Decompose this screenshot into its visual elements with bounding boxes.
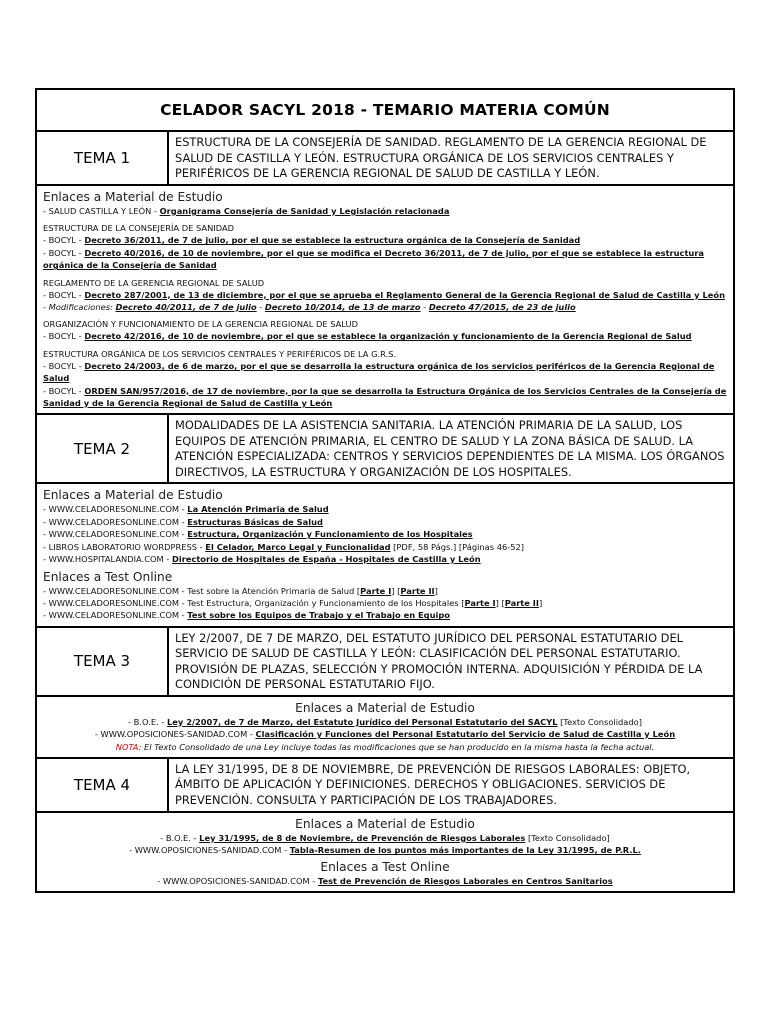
- tema-2-label: TEMA 2: [37, 415, 169, 482]
- temario-document: [35, 88, 735, 893]
- source-label: - WWW.OPOSICIONES-SANIDAD.COM -: [94, 729, 256, 740]
- list-item: - WWW.CELADORESONLINE.COM - Test sobre la Atención Primaria de Salud [Parte I] [Parte II]: [43, 585, 438, 596]
- tema-4-links: [37, 813, 733, 891]
- tema-1-description: ESTRUCTURA DE LA CONSEJERÍA DE SANIDAD. REGLAMENTO DE LA GERENCIA REGIONAL DE SALUD DE CASTILLA Y LEÓN. ESTRUCTURA ORGÁNICA DE LOS SERVICIOS CENTRALES Y PERIFÉRICOS DE LA GERENCIA REGIONAL DE SALUD DE CASTILLA Y LEÓN.: [175, 135, 707, 180]
- list-item: [43, 541, 727, 553]
- tema-1-row: [37, 132, 733, 186]
- list-item: [43, 844, 727, 856]
- link[interactable]: Decreto 10/2014, de 13 de marzo: [264, 302, 421, 313]
- pdf-note: [PDF, 58 Págs.] [Páginas 46-52]: [390, 541, 525, 552]
- list-item: [43, 875, 727, 887]
- source-label: - BOCYL -: [43, 247, 85, 258]
- link[interactable]: Ley 2/2007, de 7 de Marzo, del Estatuto Jurídico del Personal Estatutario del SACYL: [166, 716, 558, 727]
- link[interactable]: Parte II: [504, 597, 539, 608]
- test-heading: Enlaces a Test Online: [43, 569, 173, 584]
- link[interactable]: Directorio de Hospitales de España - Hospitales de Castilla y León: [171, 554, 481, 565]
- link[interactable]: Decreto 47/2015, de 23 de julio: [428, 302, 576, 313]
- material-heading: Enlaces a Material de Estudio: [295, 816, 475, 831]
- note-label: NOTA:: [115, 741, 142, 752]
- material-heading: Enlaces a Material de Estudio: [43, 190, 223, 204]
- category-heading: ESTRUCTURA DE LA CONSEJERÍA DE SANIDAD: [43, 223, 235, 234]
- list-item: [43, 247, 727, 272]
- source-label: - WWW.HOSPITALANDIA.COM -: [43, 554, 172, 565]
- source-label: - WWW.CELADORESONLINE.COM -: [43, 504, 188, 515]
- link[interactable]: Tabla-Resumen de los puntos más importantes de la Ley 31/1995, de P.R.L.: [289, 845, 641, 856]
- document-title: CELADOR SACYL 2018 - TEMARIO MATERIA COMÚN: [37, 90, 733, 132]
- consolidated-note: [Texto Consolidado]: [557, 716, 642, 727]
- link[interactable]: La Atención Primaria de Salud: [187, 504, 329, 515]
- separator: -: [256, 302, 265, 313]
- tema-1-label: TEMA 1: [37, 132, 169, 184]
- tema-3-description: LEY 2/2007, DE 7 DE MARZO, DEL ESTATUTO JURÍDICO DEL PERSONAL ESTATUTARIO DEL SERVICIO DE SALUD DE CASTILLA Y LEÓN: CLASIFICACIÓN DEL PERSONAL ESTATUTARIO. PROVISIÓN DE PLAZAS, SELECCIÓN Y PROMOCIÓN INTERNA. ADQUISICIÓN Y PÉRDIDA DE LA CONDICIÓN DE PERSONAL ESTATUTARIO FIJO.: [175, 630, 703, 692]
- link[interactable]: Decreto 42/2016, de 10 de noviembre, por el que se establece la organización y funcionamiento de la Gerencia Regional de Salud: [84, 331, 692, 342]
- test-heading: Enlaces a Test Online: [320, 859, 450, 874]
- source-label: - WWW.CELADORESONLINE.COM -: [43, 529, 188, 540]
- link[interactable]: Organigrama Consejería de Sanidad y Legislación relacionada: [159, 206, 450, 216]
- link[interactable]: El Celador, Marco Legal y Funcionalidad: [205, 541, 391, 552]
- list-item: [43, 716, 727, 728]
- source-label: - SALUD CASTILLA Y LEÓN -: [43, 206, 160, 216]
- link[interactable]: Test de Prevención de Riesgos Laborales en Centros Sanitarios: [317, 875, 613, 886]
- source-label: - BOCYL -: [43, 331, 85, 342]
- source-label: - B.O.E. -: [128, 716, 167, 727]
- material-heading: Enlaces a Material de Estudio: [295, 700, 475, 715]
- source-label: - BOCYL -: [43, 385, 85, 396]
- source-label: - BOCYL -: [43, 360, 85, 371]
- list-item: [43, 385, 727, 410]
- list-item: [43, 728, 727, 740]
- source-label: - BOCYL -: [43, 235, 85, 246]
- tema-4-row: [37, 759, 733, 813]
- tema-2-links: [37, 484, 733, 627]
- link[interactable]: ORDEN SAN/957/2016, de 17 de noviembre, por la que se desarrolla la Estructura Orgánica de los Servicios Centrales de la Consejería de Sanidad y de la Gerencia Regional de Salud de Castilla y León: [43, 385, 727, 409]
- link[interactable]: Parte I: [464, 597, 496, 608]
- source-label: - BOCYL -: [43, 289, 85, 300]
- list-item: [43, 528, 727, 540]
- link[interactable]: Clasificación y Funciones del Personal Estatutario del Servicio de Salud de Castilla y León: [255, 729, 676, 740]
- list-item: [43, 832, 727, 844]
- source-label: - WWW.OPOSICIONES-SANIDAD.COM -: [157, 875, 318, 886]
- note-text: El Texto Consolidado de una Ley incluye todas las modificaciones que se han producido en la misma hasta la fecha actual.: [141, 741, 655, 752]
- link[interactable]: Estructura, Organización y Funcionamiento de los Hospitales: [187, 529, 473, 540]
- consolidated-note: [Texto Consolidado]: [525, 832, 610, 843]
- list-item: - WWW.CELADORESONLINE.COM - Test Estructura, Organización y Funcionamiento de los Hospitales [Parte I] [Parte II]: [43, 597, 543, 608]
- source-label: - B.O.E. -: [160, 832, 200, 843]
- list-item: [43, 330, 727, 342]
- list-item: [43, 234, 727, 246]
- material-heading: Enlaces a Material de Estudio: [43, 488, 223, 503]
- separator: -: [420, 302, 429, 313]
- link[interactable]: Parte I: [360, 585, 392, 596]
- link[interactable]: Decreto 40/2011, de 7 de julio: [115, 302, 257, 313]
- source-label: - WWW.CELADORESONLINE.COM - Test sobre la Atención Primaria de Salud: [43, 585, 357, 596]
- link[interactable]: Decreto 287/2001, de 13 de diciembre, por el que se aprueba el Reglamento General de la Gerencia Regional de Salud de Castilla y León: [84, 289, 725, 300]
- tema-4-description: LA LEY 31/1995, DE 8 DE NOVIEMBRE, DE PREVENCIÓN DE RIESGOS LABORALES: OBJETO, ÁMBITO DE APLICACIÓN Y DEFINICIONES. DERECHOS Y OBLIGACIONES. SERVICIOS DE PREVENCIÓN. CONSULTA Y PARTICIPACIÓN DE LOS TRABAJADORES.: [175, 761, 691, 807]
- category-heading: REGLAMENTO DE LA GERENCIA REGIONAL DE SALUD: [43, 277, 265, 288]
- modifications-label: - Modificaciones:: [43, 302, 116, 313]
- source-label: - WWW.CELADORESONLINE.COM -: [43, 610, 188, 621]
- link[interactable]: Decreto 36/2011, de 7 de julio, por el que se establece la estructura orgánica de la Consejería de Sanidad: [84, 235, 581, 246]
- list-item: [43, 360, 727, 385]
- tema-3-label: TEMA 3: [37, 628, 169, 695]
- tema-3-row: [37, 628, 733, 697]
- list-item: [43, 516, 727, 528]
- source-label: - WWW.OPOSICIONES-SANIDAD.COM -: [129, 845, 290, 856]
- source-label: - WWW.CELADORESONLINE.COM - Test Estructura, Organización y Funcionamiento de los Hospitales: [43, 597, 462, 608]
- source-label: - WWW.CELADORESONLINE.COM -: [43, 516, 188, 527]
- tema-2-row: [37, 415, 733, 484]
- link[interactable]: Test sobre los Equipos de Trabajo y el Trabajo en Equipo: [187, 610, 451, 621]
- link[interactable]: Estructuras Básicas de Salud: [187, 516, 323, 527]
- list-item: [43, 205, 727, 217]
- tema-1-links: [37, 186, 733, 415]
- list-item: [43, 609, 727, 621]
- link[interactable]: Parte II: [400, 585, 435, 596]
- source-label: - LIBROS LABORATORIO WORDPRESS -: [43, 541, 206, 552]
- category-heading: ESTRUCTURA ORGÁNICA DE LOS SERVICIOS CENTRALES Y PERIFÉRICOS DE LA G.R.S.: [43, 348, 397, 359]
- tema-4-label: TEMA 4: [37, 759, 169, 811]
- tema-2-description: MODALIDADES DE LA ASISTENCIA SANITARIA. LA ATENCIÓN PRIMARIA DE LA SALUD, LOS EQUIPOS DE ATENCIÓN PRIMARIA, EL CENTRO DE SALUD Y LA ZONA BÁSICA DE SALUD. LA ATENCIÓN ESPECIALIZADA: CENTROS Y SERVICIOS DEPENDIENTES DE LA MISMA. LOS ÓRGANOS DIRECTIVOS, LA ESTRUCTURA Y ORGANIZACIÓN DE LOS HOSPITALES.: [175, 418, 725, 479]
- list-item: [43, 289, 727, 314]
- note: [43, 741, 727, 753]
- list-item: [43, 553, 727, 565]
- list-item: [43, 503, 727, 515]
- link[interactable]: Ley 31/1995, de 8 de Noviembre, de Prevención de Riesgos Laborales: [199, 832, 526, 843]
- link[interactable]: Decreto 40/2016, de 10 de noviembre, por el que se modifica el Decreto 36/2011, de 7 de julio, por el que se establece la estructura orgánica de la Consejería de Sanidad: [43, 247, 705, 271]
- tema-3-links: [37, 697, 733, 759]
- category-heading: ORGANIZACIÓN Y FUNCIONAMIENTO DE LA GERENCIA REGIONAL DE SALUD: [43, 319, 359, 330]
- link[interactable]: Decreto 24/2003, de 6 de marzo, por el que se desarrolla la estructura orgánica de los servicios periféricos de la Gerencia Regional de Salud: [43, 360, 715, 384]
